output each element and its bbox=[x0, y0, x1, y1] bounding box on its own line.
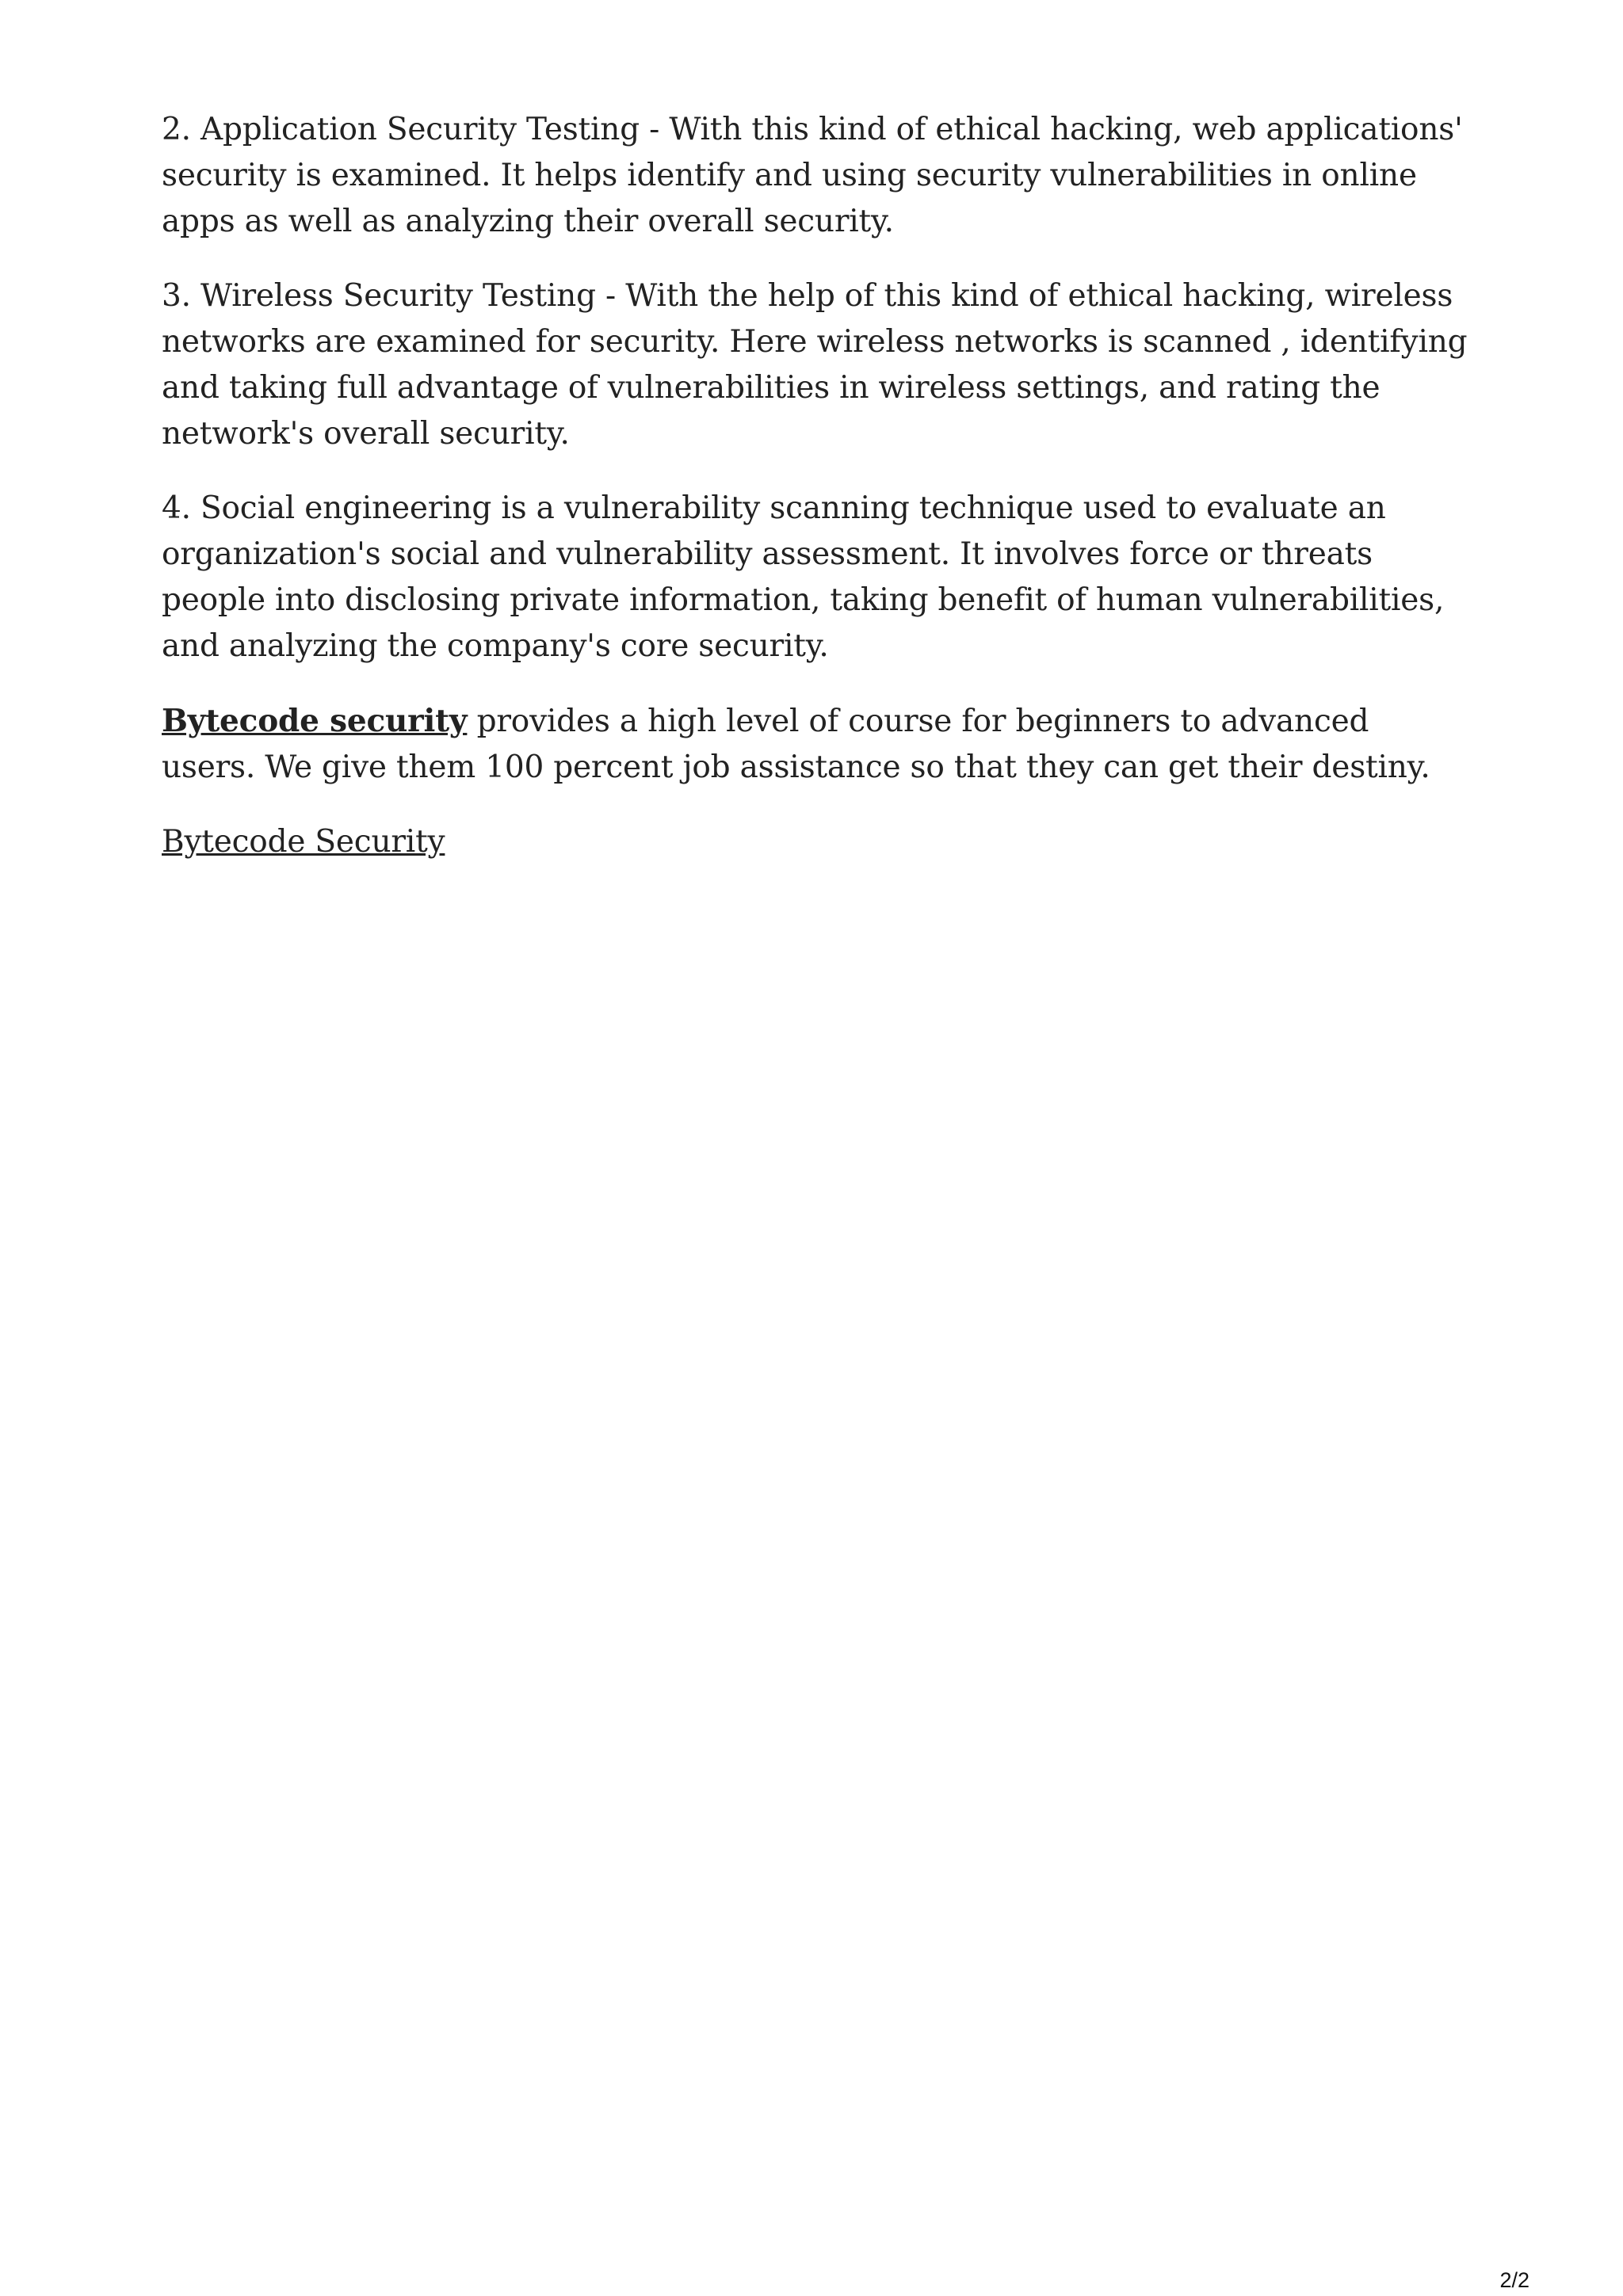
paragraph-wireless-security-testing: 3. Wireless Security Testing - With the help of this kind of ethical hacking, wireless networks are examined for security. Here wireless networks is scanned , identifying and taking full advantage of vulnerabilities in wireless settings, and rating the network's overall security. bbox=[162, 278, 1468, 452]
bytecode-security-link[interactable]: Bytecode Security bbox=[162, 824, 445, 860]
page-number: 2/2 bbox=[1499, 2268, 1529, 2292]
paragraph-application-security-testing: 2. Application Security Testing - With this kind of ethical hacking, web applications' security is examined. It helps identify and using security vulnerabilities in online apps as well as analyzing their overall security. bbox=[162, 112, 1463, 239]
bytecode-security-link-bold[interactable]: Bytecode security bbox=[162, 703, 468, 739]
paragraph-social-engineering: 4. Social engineering is a vulnerability scanning technique used to evaluate an organization's social and vulnerability assessment. It involves force or threats people into disclosing private information, taking benefit of human vulnerabilities, and analyzing the company's core security. bbox=[162, 490, 1445, 664]
document-content bbox=[162, 107, 1469, 894]
footer-link-paragraph bbox=[162, 819, 1469, 865]
promo-text: provides a high level of course for beginners to advanced users. We give them 100 percent job assistance so that they can get their destiny. bbox=[162, 704, 1430, 785]
promo-paragraph bbox=[162, 698, 1469, 791]
